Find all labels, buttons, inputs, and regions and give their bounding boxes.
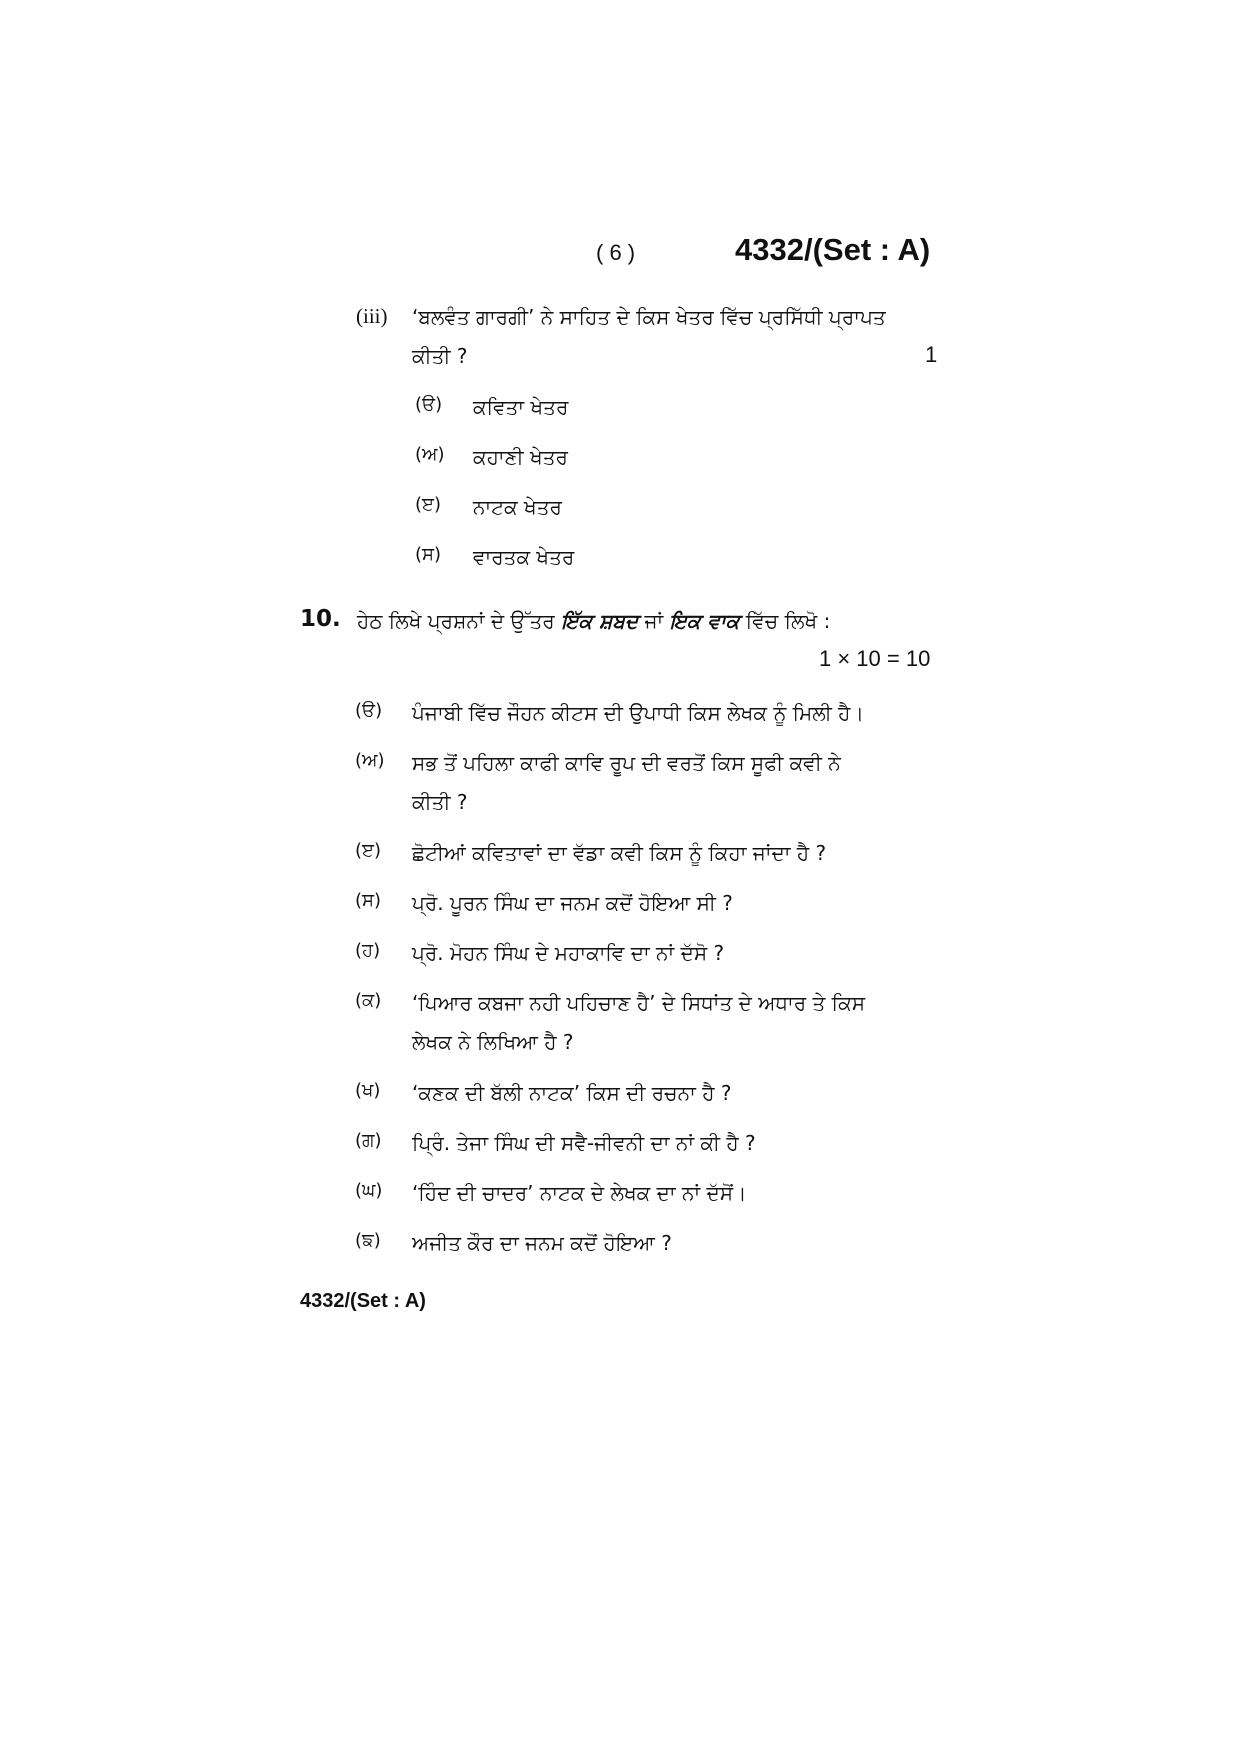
item-label: (ਘ) bbox=[355, 1180, 383, 1201]
instruction-text: ਹੇਠ ਲਿਖੇ ਪ੍ਰਸ਼ਨਾਂ ਦੇ ਉੱਤਰ bbox=[357, 609, 555, 633]
item-text: ‘ਹਿੰਦ ਦੀ ਚਾਦਰ’ ਨਾਟਕ ਦੇ ਲੇਖਕ ਦਾ ਨਾਂ ਦੱਸੋਂ। bbox=[412, 1181, 747, 1205]
item-text: ਅਜੀਤ ਕੌਰ ਦਾ ਜਨਮ ਕਦੋਂ ਹੋਇਆ ? bbox=[412, 1231, 672, 1255]
item-label: (ਸ) bbox=[355, 890, 382, 911]
item-text: ਪੰਜਾਬੀ ਵਿੱਚ ਜੌਹਨ ਕੀਟਸ ਦੀ ਉਪਾਧੀ ਕਿਸ ਲੇਖਕ ਨੂੰ ਮਿਲੀ ਹੈ। bbox=[412, 701, 864, 725]
item-text: ‘ਕਣਕ ਦੀ ਬੱਲੀ ਨਾਟਕ’ ਕਿਸ ਦੀ ਰਚਨਾ ਹੈ ? bbox=[412, 1081, 732, 1105]
question-text-line: ‘ਬਲਵੰਤ ਗਾਰਗੀ’ ਨੇ ਸਾਹਿਤ ਦੇ ਕਿਸ ਖੇਤਰ ਵਿੱਚ ਪ੍ਰਸਿੱਧੀ ਪ੍ਰਾਪਤ bbox=[412, 305, 886, 329]
question-text-line: ਕੀਤੀ ? bbox=[412, 344, 468, 368]
item-label: (ਙ) bbox=[355, 1230, 381, 1251]
item-label: (ੳ) bbox=[355, 700, 383, 721]
item-text: ਸਭ ਤੋਂ ਪਹਿਲਾ ਕਾਫੀ ਕਾਵਿ ਰੂਪ ਦੀ ਵਰਤੋਂ ਕਿਸ ਸੂਫੀ ਕਵੀ ਨੇ bbox=[412, 751, 841, 775]
item-text: ਕੀਤੀ ? bbox=[412, 790, 468, 814]
option-text: ਕਹਾਣੀ ਖੇਤਰ bbox=[473, 445, 568, 469]
item-label: (ਗ) bbox=[355, 1130, 382, 1151]
item-label: (ਖ) bbox=[355, 1080, 381, 1101]
item-label: (ੲ) bbox=[355, 840, 382, 861]
item-text: ਲੇਖਕ ਨੇ ਲਿਖਿਆ ਹੈ ? bbox=[412, 1030, 574, 1054]
instruction-text: ਜਾਂ bbox=[644, 609, 664, 633]
option-label: (ਅ) bbox=[415, 444, 445, 465]
option-label: (ਸ) bbox=[415, 544, 442, 565]
question-instruction bbox=[357, 602, 830, 640]
question-marks: 1 × 10 = 10 bbox=[819, 646, 931, 671]
item-text: ‘ਪਿਆਰ ਕਬਜਾ ਨਹੀ ਪਹਿਚਾਣ ਹੈ’ ਦੇ ਸਿਧਾਂਤ ਦੇ ਅਧਾਰ ਤੇ ਕਿਸ bbox=[412, 991, 866, 1015]
item-label: (ਅ) bbox=[355, 750, 385, 771]
item-text: ਛੋਟੀਆਂ ਕਵਿਤਾਵਾਂ ਦਾ ਵੱਡਾ ਕਵੀ ਕਿਸ ਨੂੰ ਕਿਹਾ ਜਾਂਦਾ ਹੈ ? bbox=[412, 841, 827, 865]
item-text: ਪ੍ਰੋ. ਪੂਰਨ ਸਿੰਘ ਦਾ ਜਨਮ ਕਦੋਂ ਹੋਇਆ ਸੀ ? bbox=[412, 891, 733, 915]
paper-code: 4332/(Set : A) bbox=[735, 232, 931, 267]
instruction-emphasis: ਇੱਕ ਸ਼ਬਦ bbox=[561, 609, 639, 633]
question-marks: 1 bbox=[925, 342, 938, 367]
instruction-text: ਵਿੱਚ ਲਿਖੋ : bbox=[745, 609, 831, 633]
option-text: ਵਾਰਤਕ ਖੇਤਰ bbox=[473, 545, 575, 569]
instruction-emphasis: ਇਕ ਵਾਕ bbox=[669, 609, 740, 633]
option-text: ਨਾਟਕ ਖੇਤਰ bbox=[473, 495, 562, 519]
option-text: ਕਵਿਤਾ ਖੇਤਰ bbox=[473, 395, 569, 419]
question-number: 10. bbox=[300, 606, 341, 632]
item-label: (ਕ) bbox=[355, 990, 382, 1011]
option-label: (ੲ) bbox=[415, 494, 442, 515]
question-number: (iii) bbox=[356, 304, 388, 328]
footer-paper-code: 4332/(Set : A) bbox=[300, 1290, 426, 1312]
item-text: ਪ੍ਰੋ. ਮੋਹਨ ਸਿੰਘ ਦੇ ਮਹਾਕਾਵਿ ਦਾ ਨਾਂ ਦੱਸੋ ? bbox=[412, 941, 725, 965]
option-label: (ੳ) bbox=[415, 394, 443, 415]
page-number: ( 6 ) bbox=[596, 240, 636, 265]
item-label: (ਹ) bbox=[355, 940, 381, 961]
item-text: ਪ੍ਰਿੰ. ਤੇਜਾ ਸਿੰਘ ਦੀ ਸਵੈ-ਜੀਵਨੀ ਦਾ ਨਾਂ ਕੀ ਹੈ ? bbox=[412, 1131, 756, 1155]
